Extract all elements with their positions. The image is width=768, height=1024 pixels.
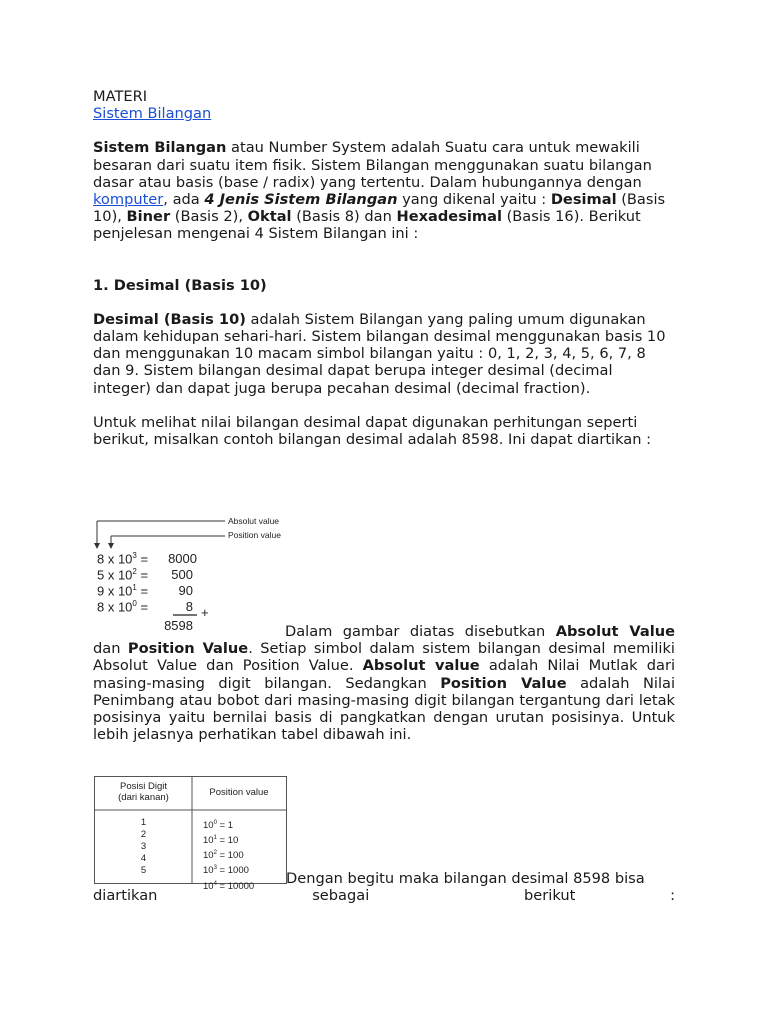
para3-text-4: adalah Nilai Mutlak dari masing-masing digit bilangan. Sedangkan xyxy=(93,657,675,692)
calc-lhs: 8 x 10 xyxy=(97,551,133,567)
document-body xyxy=(93,88,675,448)
calc-lhs: 8 x 10 xyxy=(97,599,133,615)
term-hexadesimal: Hexadesimal xyxy=(396,208,502,226)
header-posisi-digit xyxy=(95,781,192,803)
table-cell: 10 xyxy=(203,865,214,877)
table-cell: = 10 xyxy=(216,835,239,847)
word-sebagai: sebagai xyxy=(312,887,370,905)
position-value-table xyxy=(94,776,287,892)
absolute-position-figure xyxy=(93,515,285,633)
term-absolut-value: Absolut Value xyxy=(555,623,675,640)
position-value-label: Position value xyxy=(228,530,281,540)
conclusion-line-2 xyxy=(93,887,675,904)
header-line-1: Posisi Digit xyxy=(120,781,167,792)
calc-eq: = xyxy=(136,599,149,615)
table-cell: 1 xyxy=(140,817,147,828)
desimal-bold: Desimal (Basis 10) xyxy=(93,310,246,328)
materi-label: MATERI xyxy=(93,88,148,105)
calc-eq: = xyxy=(136,551,149,567)
term-position-value-2: Position Value xyxy=(440,674,567,692)
komputer-link[interactable]: komputer xyxy=(93,191,164,209)
table-cell: 4 xyxy=(140,853,147,864)
desimal-text: adalah Sistem Bilangan yang paling umum digunakan dalam kehidupan sehari-hari. Sistem bilangan desimal menggunakan basis 10 dan menggunakan 10 macam simbol bilangan yaitu : 0, 1, 2, 3, 4, 5, 6, 7, 8 dan 9. Sistem bilangan desimal dapat berupa integer desimal (decimal integer) dan dapat juga berupa pecahan desimal (decimal fraction). xyxy=(93,310,666,397)
intro-text-7: (Basis 16). Berikut penjelesan mengenai 4 Sistem Bilangan ini : xyxy=(93,208,641,243)
table-cell: 3 xyxy=(213,865,217,872)
example-paragraph: Untuk melihat nilai bilangan desimal dapat digunakan perhitungan seperti berikut, misalkan contoh bilangan desimal adalah 8598. Ini dapat diartikan : xyxy=(93,413,652,449)
desimal-paragraph xyxy=(93,311,675,397)
table-cell: 5 xyxy=(140,865,147,876)
calc-row-4 xyxy=(97,599,148,614)
word-diartikan: diartikan xyxy=(93,887,158,905)
word-berikut: berikut xyxy=(524,887,576,905)
table-cell: 10 xyxy=(203,880,214,892)
absolute-value-paragraph xyxy=(93,623,675,743)
intro-text-4: (Basis 10), xyxy=(93,191,666,226)
term-oktal: Oktal xyxy=(247,208,292,226)
table-row xyxy=(203,832,254,847)
para3-text-2: dan xyxy=(93,640,128,658)
term-biner: Biner xyxy=(126,208,171,226)
conclusion-paragraph xyxy=(93,870,675,904)
header-position-value: Position value xyxy=(209,787,269,798)
position-column xyxy=(95,817,192,877)
para3-text-1: Dalam gambar diatas disebutkan xyxy=(285,623,556,640)
intro-text-5: (Basis 2), xyxy=(170,208,248,226)
table-cell: 10 xyxy=(203,850,214,862)
table-cell: 3 xyxy=(140,841,147,852)
calc-value-1: 8000 xyxy=(168,551,197,566)
calc-exp: 1 xyxy=(132,583,137,592)
term-position-value: Position Value xyxy=(127,640,249,658)
calc-total: 8598 xyxy=(164,618,193,633)
intro-paragraph xyxy=(93,139,675,242)
absolut-value-label: Absolut value xyxy=(228,516,280,526)
calc-exp: 2 xyxy=(132,567,137,576)
calc-row-1 xyxy=(97,551,148,566)
calc-value-4: 8 xyxy=(185,599,193,614)
calc-lhs: 9 x 10 xyxy=(97,583,133,599)
table-cell: = 100 xyxy=(216,850,244,862)
calc-eq: = xyxy=(136,567,149,583)
term-absolut-value-2: Absolut value xyxy=(362,657,480,675)
table-row xyxy=(203,847,254,862)
table-cell: 1 xyxy=(213,835,217,842)
section-heading: 1. Desimal (Basis 10) xyxy=(93,276,267,294)
table-cell: 4 xyxy=(213,880,217,887)
sistem-bilangan-link[interactable]: Sistem Bilangan xyxy=(93,105,212,123)
term-desimal: Desimal xyxy=(550,191,617,209)
intro-text-2: , ada xyxy=(163,191,205,209)
calc-row-3 xyxy=(97,583,148,598)
intro-text-6: (Basis 8) dan xyxy=(291,208,397,226)
para3-text-3: . Setiap simbol dalam sistem bilangan desimal memiliki Absolut Value dan Position Value. xyxy=(93,640,675,675)
table-cell: 0 xyxy=(213,820,217,826)
intro-four-types: 4 Jenis Sistem Bilangan xyxy=(204,191,398,209)
table-row xyxy=(203,817,254,832)
intro-text-3: yang dikenal yaitu : xyxy=(397,191,551,209)
table-cell: = 1 xyxy=(216,820,234,832)
header-line-2: (dari kanan) xyxy=(118,792,169,803)
calc-value-3: 90 xyxy=(178,583,193,598)
calc-eq: = xyxy=(136,583,149,599)
plus-sign: + xyxy=(201,605,209,620)
calc-value-2: 500 xyxy=(171,567,193,582)
calc-exp: 0 xyxy=(132,599,137,608)
intro-bold-term: Sistem Bilangan xyxy=(93,139,227,157)
para3-text-5: adalah Nilai Penimbang atau bobot dari masing-masing digit bilangan tergantung dari letak posisinya yaitu bernilai basis di pangkatkan dengan urutan posisinya. Untuk lebih jelasnya perhatikan tabel dibawah ini. xyxy=(93,674,675,744)
table-cell: = 1000 xyxy=(216,865,249,877)
table-cell: 2 xyxy=(140,829,147,840)
calc-lhs: 5 x 10 xyxy=(97,567,133,583)
word-colon: : xyxy=(670,887,675,905)
calc-row-2 xyxy=(97,567,148,582)
conclusion-line-1: Dengan begitu maka bilangan desimal 8598 bisa xyxy=(286,870,645,887)
table-cell: 10 xyxy=(203,835,214,847)
table-cell: 2 xyxy=(213,850,217,857)
calc-exp: 3 xyxy=(132,551,137,560)
table-cell: 10 xyxy=(203,820,214,832)
table-cell: = 10000 xyxy=(216,880,255,892)
intro-text-1: atau Number System adalah Suatu cara untuk mewakili besaran dari suatu item fisik. Sistem Bilangan menggunakan suatu bilangan dasar atau basis (base / radix) yang tertentu. Dalam hubungannya dengan xyxy=(93,139,652,191)
